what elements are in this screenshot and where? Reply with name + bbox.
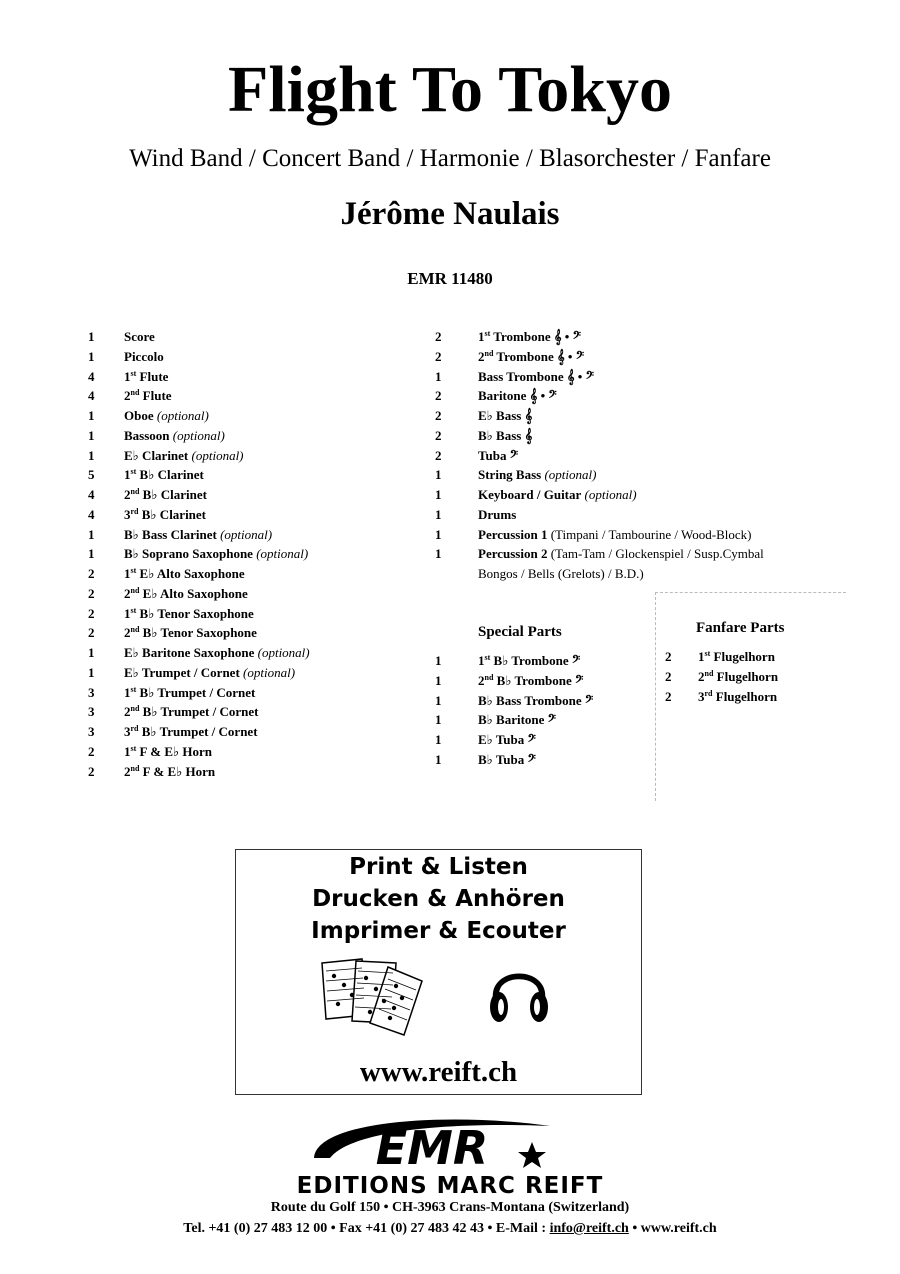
part-label: Flugelhorn [712,688,778,704]
part-quantity: 2 [665,688,672,704]
part-label: B♭ Trombone 𝄢 [493,672,584,688]
part-name [124,742,212,762]
promo-website-link[interactable]: www.reift.ch [359,1056,518,1088]
part-row [88,683,418,703]
part-row [88,465,418,485]
part-label: B♭ Tenor Saxophone [139,625,257,641]
part-row [435,446,875,466]
part-row [435,367,875,387]
part-name [698,647,775,667]
contact-website: • www.reift.ch [628,1221,717,1236]
part-quantity: 2 [665,649,672,664]
part-name [478,710,556,730]
part-name [124,525,272,545]
part-row [88,762,418,782]
promo-line-english: Print & Listen [349,854,528,880]
part-row [88,702,418,722]
part-row [435,710,635,730]
part-ordinal: 2 [124,763,131,779]
part-name [124,386,172,406]
part-label: B♭ Baritone 𝄢 [478,712,557,728]
part-name [124,702,258,722]
part-row [435,406,875,426]
optional-note: (optional) [254,645,310,660]
part-ordinal-suffix: nd [130,625,140,635]
part-label: Keyboard / Guitar [478,487,582,502]
part-ordinal-suffix: st [484,653,491,662]
part-label: Flugelhorn [713,668,779,684]
special-parts-list [435,651,635,770]
part-row [88,367,418,387]
part-ordinal: 3 [124,724,131,739]
part-quantity: 5 [88,467,95,483]
part-name [124,446,244,466]
part-label: E♭ Baritone Saxophone [124,645,255,660]
part-quantity: 1 [88,546,95,562]
part-row [435,485,875,505]
part-ordinal-suffix: nd [484,348,494,358]
fanfare-parts-list [665,647,835,706]
part-ordinal-suffix: st [484,329,491,338]
optional-note: (optional) [581,487,637,502]
part-name [124,722,258,742]
email-link[interactable]: info@reift.ch [549,1221,629,1236]
part-label: B♭ Bass Clarinet [124,526,217,542]
part-quantity: 2 [88,763,95,779]
print-listen-box[interactable] [235,849,642,1095]
part-ordinal-suffix: nd [130,487,140,496]
part-row [435,347,875,367]
part-detail: (Timpani / Tambourine / Wood-Block) [547,526,752,542]
ensemble-subtitle: Wind Band / Concert Band / Harmonie / Blasorchester / Fanfare [129,145,771,172]
part-quantity: 1 [88,348,95,364]
part-quantity: 1 [435,526,442,542]
part-name [478,465,596,485]
part-ordinal-suffix: st [130,743,137,753]
part-label: F & E♭ Horn [139,763,216,779]
fanfare-parts-heading: Fanfare Parts [696,620,785,636]
part-ordinal: 2 [478,672,485,688]
part-row [88,663,418,683]
part-quantity: 2 [435,427,442,443]
contact-phone-fax: Tel. +41 (0) 27 483 12 00 • Fax +41 (0) 27 483 42 43 • E-Mail : [183,1221,550,1236]
part-quantity: 1 [88,427,95,443]
part-quantity: 2 [435,388,442,404]
part-row [435,505,875,525]
part-ordinal-suffix: rd [704,688,713,698]
instrumentation-list-left [88,327,418,781]
part-ordinal-suffix: nd [704,668,714,678]
part-name [124,544,308,564]
optional-note: (optional) [216,526,273,542]
part-label: Percussion 1 [478,526,548,542]
part-name [124,505,206,525]
part-quantity: 2 [88,566,95,581]
part-name [124,604,254,624]
part-row [665,687,835,707]
part-row [435,651,635,671]
part-name [124,347,164,367]
score-title: Flight To Tokyo [228,53,672,126]
part-ordinal: 2 [124,625,131,641]
part-ordinal-suffix: nd [130,704,140,714]
part-row [88,623,418,643]
part-name [124,663,295,683]
part-name [478,446,518,466]
part-name [478,327,581,347]
part-row [88,327,418,347]
part-name [698,687,777,707]
part-name [124,762,215,782]
part-quantity: 1 [435,368,442,384]
optional-note: (optional) [541,467,597,483]
catalog-number: EMR 11480 [407,269,493,288]
optional-note: (optional) [252,546,309,562]
part-quantity: 1 [435,487,442,502]
part-label: B♭ Trumpet / Cornet [138,724,258,739]
part-ordinal: 2 [698,668,705,684]
part-label: B♭ Soprano Saxophone [124,546,253,562]
part-quantity: 4 [88,487,95,502]
part-name [478,485,637,505]
part-label: E♭ Tuba 𝄢 [478,732,536,747]
part-row [88,525,418,545]
part-ordinal: 1 [478,653,485,668]
optional-note: (optional) [239,664,296,680]
part-name [478,750,536,770]
part-row [88,426,418,446]
part-quantity: 4 [88,506,95,522]
part-ordinal-suffix: st [704,649,711,658]
part-name [124,485,207,505]
part-quantity: 2 [665,668,672,684]
part-row [88,446,418,466]
part-label: B♭ Bass Trombone 𝄢 [478,692,594,708]
part-row [88,485,418,505]
part-name [478,406,532,426]
part-name [478,730,536,750]
part-quantity: 1 [88,645,95,660]
sheet-music-icon [318,957,428,1037]
part-row [435,386,875,406]
part-ordinal-suffix: nd [130,388,140,398]
promo-line-french: Imprimer & Ecouter [311,918,566,944]
part-ordinal: 1 [124,684,131,700]
part-quantity: 1 [88,447,95,463]
part-label: Oboe [124,408,154,423]
part-row [88,643,418,663]
part-label: B♭ Clarinet [136,467,204,483]
part-quantity: 3 [88,684,95,700]
part-ordinal-suffix: st [130,368,137,378]
part-ordinal: 1 [124,743,131,759]
part-quantity: 2 [435,329,442,344]
part-name [124,564,245,584]
part-label: Trombone 𝄞 • 𝄢 [490,329,581,344]
optional-note: (optional) [169,427,225,443]
part-ordinal-suffix: nd [130,763,140,773]
part-label: B♭ Clarinet [139,487,207,502]
part-name [478,691,593,711]
part-row [88,544,418,564]
part-ordinal: 1 [124,566,131,581]
part-name [698,667,778,687]
part-row [435,691,635,711]
part-quantity: 1 [88,526,95,542]
part-label: B♭ Bass 𝄞 [478,427,533,443]
part-name [478,651,580,671]
part-row [88,604,418,624]
part-label: Flute [136,368,169,384]
part-name [478,367,594,387]
part-label: Tuba 𝄢 [478,447,519,463]
part-row [435,564,875,584]
part-ordinal: 3 [698,688,705,704]
part-quantity: 1 [435,546,442,562]
part-quantity: 1 [435,506,442,522]
part-ordinal-suffix: st [130,566,137,575]
part-row [88,406,418,426]
part-name [124,584,248,604]
publisher-name: EDITIONS MARC REIFT [296,1173,604,1199]
part-label: B♭ Tuba 𝄢 [478,751,536,767]
part-ordinal-suffix: nd [130,585,140,595]
part-row [88,386,418,406]
part-quantity: 2 [88,625,95,641]
part-ordinal-suffix: st [130,467,137,477]
composer-name: Jérôme Naulais [340,196,560,232]
part-row [88,584,418,604]
part-label: Trombone 𝄞 • 𝄢 [493,348,585,364]
part-label: E♭ Alto Saxophone [136,566,245,581]
part-name [478,505,516,525]
part-ordinal-suffix: st [130,605,137,615]
part-name [478,564,644,584]
part-row [435,671,635,691]
part-name [478,347,584,367]
part-quantity: 1 [88,664,95,680]
optional-note: (optional) [188,447,244,463]
part-label: F & E♭ Horn [136,743,212,759]
part-quantity: 1 [435,467,442,483]
part-quantity: 2 [435,348,442,364]
part-row [665,647,835,667]
special-parts-heading: Special Parts [478,624,562,640]
part-label: Flugelhorn [710,649,775,664]
part-row [435,465,875,485]
part-label: Bassoon [124,427,170,443]
part-ordinal-suffix: st [130,684,137,694]
part-row [665,667,835,687]
part-quantity: 3 [88,704,95,720]
part-ordinal: 3 [124,506,131,522]
part-quantity: 1 [88,329,95,344]
part-quantity: 2 [88,743,95,759]
part-row [435,327,875,347]
part-ordinal: 2 [124,388,131,404]
part-ordinal: 2 [478,348,485,364]
part-name [124,406,209,426]
part-quantity: 2 [88,585,95,601]
part-label: Score [124,329,155,344]
part-ordinal: 1 [124,467,131,483]
part-quantity: 4 [88,368,95,384]
publisher-contact [0,1220,900,1238]
part-quantity: 2 [435,447,442,463]
part-name [124,683,255,703]
headphones-icon [486,955,552,1027]
part-label: B♭ Clarinet [138,506,207,522]
part-label: B♭ Tenor Saxophone [136,605,254,621]
part-row [88,564,418,584]
publisher-address: Route du Golf 150 • CH-3963 Crans-Montana (Switzerland) [270,1200,630,1215]
part-quantity: 4 [88,388,95,404]
part-label: E♭ Alto Saxophone [139,585,248,601]
part-detail-continued: Bongos / Bells (Grelots) / B.D.) [478,566,644,581]
part-quantity: 1 [435,751,442,767]
part-row [88,505,418,525]
part-label: B♭ Trumpet / Cornet [136,684,256,700]
part-label: E♭ Bass 𝄞 [478,408,533,423]
part-name [124,367,168,387]
part-ordinal: 2 [124,487,131,502]
part-label: E♭ Clarinet [124,447,189,463]
part-name [124,327,155,347]
part-row [435,750,635,770]
part-quantity: 2 [88,605,95,621]
part-ordinal: 1 [478,329,485,344]
part-name [478,671,583,691]
part-quantity: 1 [435,692,442,708]
emr-logo-text: EMR [375,1121,489,1175]
part-name [478,544,764,564]
optional-note: (optional) [153,408,209,423]
part-quantity: 1 [88,408,95,423]
part-row [435,525,875,545]
part-quantity: 1 [435,712,442,728]
part-detail: (Tam-Tam / Glockenspiel / Susp.Cymbal [547,546,764,562]
part-name [124,623,257,643]
promo-line-german: Drucken & Anhören [312,886,565,912]
part-row [88,742,418,762]
part-label: B♭ Trumpet / Cornet [139,704,259,720]
part-label: Percussion 2 [478,546,548,562]
instrumentation-list-middle [435,327,875,584]
part-name [124,643,310,663]
part-name [478,426,532,446]
part-label: Bass Trombone 𝄞 • 𝄢 [478,368,594,384]
part-row [88,722,418,742]
part-label: String Bass [478,467,542,483]
part-label: Baritone 𝄞 • 𝄢 [478,388,557,404]
part-quantity: 3 [88,724,95,739]
emr-logo [300,1108,565,1178]
part-name [124,426,225,446]
part-name [478,386,557,406]
part-ordinal: 1 [698,649,705,664]
part-name [124,465,204,485]
part-row [88,347,418,367]
part-quantity: 1 [435,732,442,747]
part-label: E♭ Trumpet / Cornet [124,664,240,680]
part-quantity: 1 [435,653,442,668]
part-ordinal: 2 [124,704,131,720]
part-name [478,525,751,545]
part-label: Flute [139,388,172,404]
part-label: Piccolo [124,348,164,364]
part-row [435,730,635,750]
part-row [435,426,875,446]
part-ordinal: 1 [124,605,131,621]
part-row [435,544,875,564]
part-quantity: 1 [435,672,442,688]
part-ordinal-suffix: rd [130,506,139,516]
part-ordinal: 1 [124,368,131,384]
part-ordinal-suffix: rd [130,724,139,733]
part-ordinal-suffix: nd [484,672,494,682]
part-label: Drums [478,506,517,522]
part-ordinal: 2 [124,585,131,601]
part-quantity: 2 [435,408,442,423]
part-label: B♭ Trombone 𝄢 [490,653,581,668]
